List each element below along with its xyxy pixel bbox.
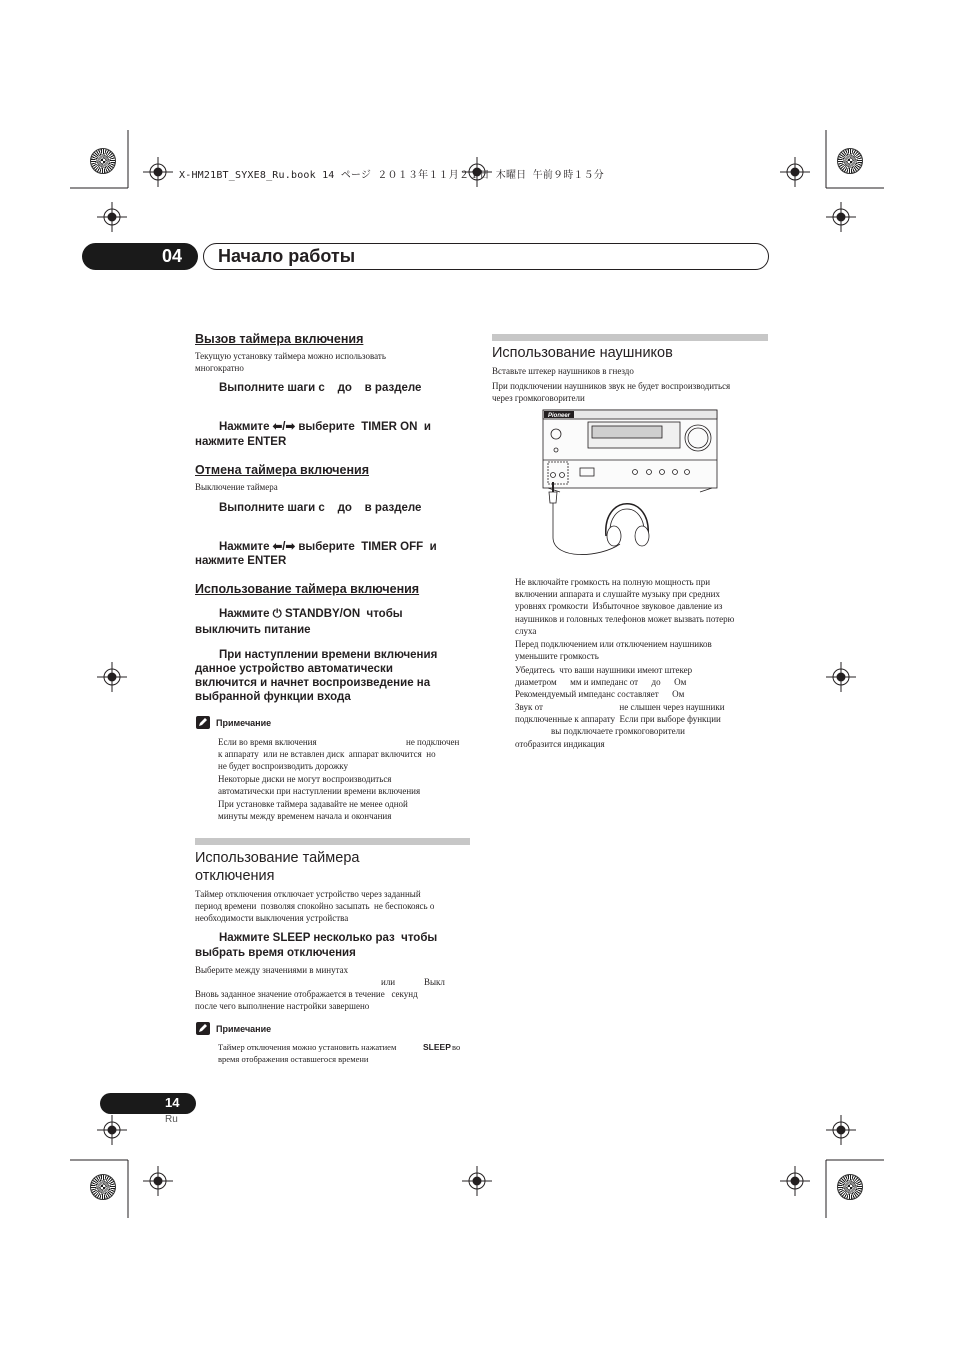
note-text: Таймер отключения можно установить нажатием bbox=[218, 1042, 397, 1052]
body-text: подключенные к аппарату Если при выборе функции bbox=[515, 714, 721, 724]
body-text: Вставьте штекер наушников в гнездо bbox=[492, 366, 634, 376]
body-text: или bbox=[381, 977, 396, 987]
step-text: данное устройство автоматически bbox=[195, 663, 393, 675]
body-text: необходимости выключения устройства bbox=[195, 913, 349, 923]
body-text: отобразится индикация bbox=[515, 739, 605, 749]
section-title: отключения bbox=[195, 868, 275, 884]
body-text: период времени позволяя спокойно засыпать не беспокоясь о bbox=[195, 901, 435, 911]
print-file-header: X-HM21BT_SYXE8_Ru.book 14 ページ ２０１３年１１月２１日 木曜日 午前９時１５分 bbox=[179, 170, 604, 181]
note-label: Примечание bbox=[216, 1024, 272, 1034]
section-heading: Отмена таймера включения bbox=[195, 463, 370, 477]
body-text: Выключение таймера bbox=[195, 482, 278, 492]
step-text: Выполните шаги с до в разделе bbox=[219, 502, 422, 514]
step-text: выбранной функции входа bbox=[195, 691, 351, 703]
section-heading: Вызов таймера включения bbox=[195, 332, 364, 346]
note-text: время отображения оставшегося времени bbox=[218, 1054, 369, 1064]
step-text: Нажмите ⏻ STANDBY/ON чтобы bbox=[219, 608, 403, 620]
brand-logo-text: Pioneer bbox=[548, 413, 571, 419]
section-heading: Использование таймера включения bbox=[195, 582, 420, 596]
body-text: Перед подключением или отключением наушников bbox=[515, 639, 712, 649]
body-text: Вновь заданное значение отображается в течение секунд bbox=[195, 989, 418, 999]
body-text: многократно bbox=[195, 363, 244, 373]
body-text: уровнях громкости Избыточное звуковое давление из bbox=[515, 601, 723, 611]
body-text: Не включайте громкость на полную мощность при bbox=[515, 577, 711, 587]
step-text: нажмите ENTER bbox=[195, 555, 287, 567]
chapter-title: Начало работы bbox=[218, 246, 356, 266]
body-text: Убедитесь что ваши наушники имеют штекер bbox=[515, 665, 693, 675]
body-text: Выкл bbox=[424, 977, 445, 987]
note-text: во bbox=[452, 1042, 461, 1052]
step-text: выбрать время отключения bbox=[195, 947, 356, 959]
step-text: Нажмите ⬅/➡ выберите TIMER ON и bbox=[219, 421, 431, 433]
page-number: 14 bbox=[165, 1095, 180, 1110]
body-text: Таймер отключения отключает устройство через заданный bbox=[195, 889, 421, 899]
note-text: к аппарату или не вставлен диск аппарат включится но bbox=[218, 749, 436, 759]
note-text: Некоторые диски не могут воспроизводиться bbox=[218, 774, 392, 784]
note-text: не подключен bbox=[406, 737, 460, 747]
body-text: наушников и головных телефонов может вызвать потерю bbox=[515, 614, 735, 624]
body-text: слуха bbox=[515, 626, 537, 636]
body-text: вы подключаете громкоговорители bbox=[515, 726, 685, 736]
page-number-tab bbox=[100, 1093, 196, 1114]
section-divider bbox=[492, 334, 768, 341]
language-code: Ru bbox=[165, 1114, 178, 1125]
step-text: включится и начнет воспроизведение на bbox=[195, 677, 431, 689]
step-text: выключить питание bbox=[195, 624, 311, 636]
body-text: диаметром мм и импеданс от до Ом bbox=[515, 677, 687, 687]
body-text: Звук от не слышен через наушники bbox=[515, 702, 725, 712]
step-text: Нажмите ⬅/➡ выберите TIMER OFF и bbox=[219, 541, 437, 553]
step-text: Выполните шаги с до в разделе bbox=[219, 382, 422, 394]
step-text: нажмите ENTER bbox=[195, 436, 287, 448]
body-text: уменьшите громкость bbox=[515, 651, 599, 661]
body-text: При подключении наушников звук не будет воспроизводиться bbox=[492, 381, 731, 391]
section-title: Использование таймера bbox=[195, 850, 360, 866]
step-text: При наступлении времени включения bbox=[219, 649, 438, 661]
step-text: Нажмите SLEEP несколько раз чтобы bbox=[219, 932, 438, 944]
chapter-number: 04 bbox=[162, 246, 183, 266]
note-text: При установке таймера задавайте не менее одной bbox=[218, 799, 408, 809]
note-text: SLEEP bbox=[423, 1042, 451, 1052]
body-text: Рекомендуемый импеданс составляет Ом bbox=[515, 689, 685, 699]
note-text: минуты между временем начала и окончания bbox=[218, 811, 392, 821]
note-text: не будет воспроизводить дорожку bbox=[218, 761, 349, 771]
body-text: Выберите между значениями в минутах bbox=[195, 965, 349, 975]
note-text: Если во время включения bbox=[218, 737, 317, 747]
note-text: автоматически при наступлении времени включения bbox=[218, 786, 421, 796]
body-text: Текущую установку таймера можно использовать bbox=[195, 351, 386, 361]
body-text: после чего выполнение настройки завершено bbox=[195, 1001, 370, 1011]
body-text: включении аппарата и слушайте музыку при средних bbox=[515, 589, 720, 599]
note-label: Примечание bbox=[216, 718, 272, 728]
section-divider bbox=[195, 838, 470, 845]
note-pencil-icon bbox=[196, 1022, 210, 1035]
section-title: Использование наушников bbox=[492, 345, 673, 361]
headphones-connection-illustration bbox=[540, 408, 720, 568]
body-text: через громкоговорители bbox=[492, 393, 585, 403]
note-pencil-icon bbox=[196, 716, 210, 729]
